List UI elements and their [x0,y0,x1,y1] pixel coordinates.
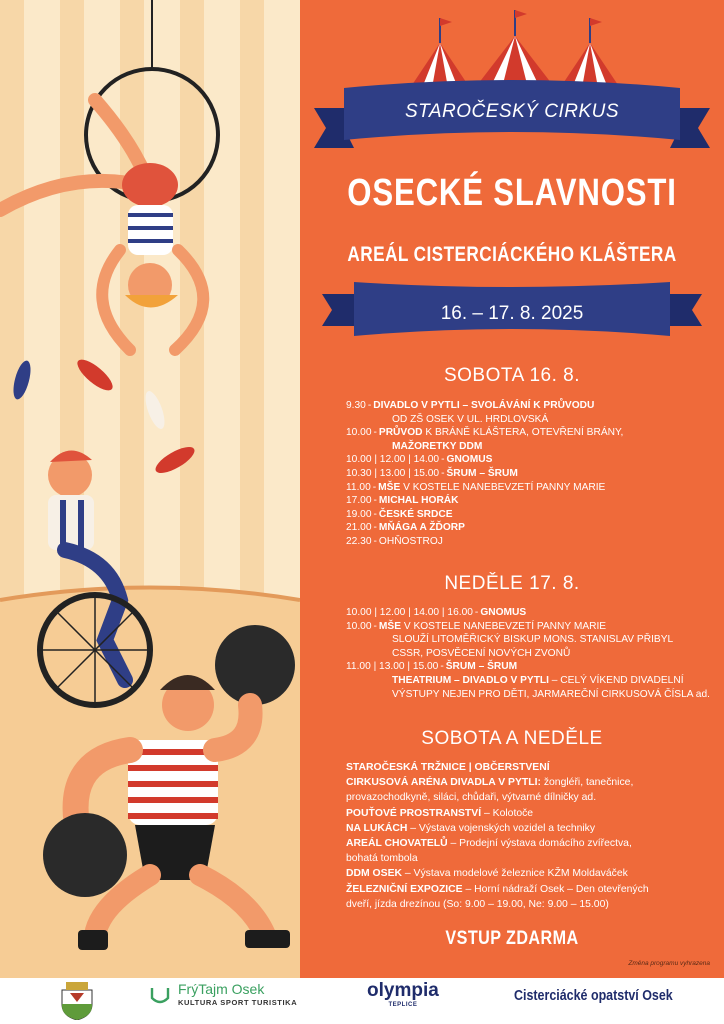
program-detail: VÝSTUPY NEJEN PRO DĚTI, JARMAREČNÍ CIRKUSOVÁ ČÍSLA ad. [392,688,710,700]
program-detail: OD ZŠ OSEK V UL. HRDLOVSKÁ [392,413,549,425]
event-venue: AREÁL CISTERCIÁCKÉHO KLÁŠTERA [347,243,677,266]
program-title: DIVADLO V PYTLI – SVOLÁVÁNÍ K PRŮVODU [373,400,595,411]
program-detail: – CELÝ VÍKEND DIVADELNÍ [548,674,684,686]
time-dash: - [372,481,377,493]
time-slot: 21.00 [346,522,372,534]
weekend-line [346,897,716,912]
time-slot: 10.00 | 12.00 | 14.00 | 16.00 [346,607,473,618]
program-title: MŇÁGA A ŽĎORP [378,522,465,534]
weekend-line [346,836,716,851]
saturday-row [346,440,706,454]
sunday-row [346,660,706,674]
frytajm-logo[interactable] [150,982,297,1010]
frytajm-name: FrýTajm Osek [178,981,265,997]
circus-illustration [0,0,300,978]
sunday-row [346,620,706,634]
saturday-row [346,481,706,495]
weekend-line [346,866,716,881]
program-title: MAŽORETKY DDM [392,440,483,452]
time-dash: - [441,467,445,479]
weekend-title: DDM OSEK [346,868,402,880]
program-title: MŠE [378,481,401,493]
weekend-line [346,760,716,775]
saturday-row [346,508,706,522]
event-dates: 16. – 17. 8. 2025 [440,303,584,324]
weekend-line [346,821,716,836]
weekend-detail: – Prodejní výstava domácího zvířectva, [447,838,632,850]
program-detail: SLOUŽÍ LITOMĚŘICKÝ BISKUP MONS. STANISLAV PŘIBYL [392,634,674,646]
program-title: PRŮVOD [378,427,423,439]
program-title: THEATRIUM – DIVADLO V PYTLI [392,674,549,686]
time-slot: 10.00 [346,620,372,632]
time-slot: 10.00 [346,427,372,439]
weekend-title: AREÁL CHOVATELŮ [346,838,448,850]
time-slot: 19.00 [346,508,372,520]
time-dash: - [373,427,377,439]
program-title: GNOMUS [480,607,527,618]
program-panel [300,0,724,978]
program-title: ŠRUM – ŠRUM [446,467,518,479]
sunday-row [346,688,710,702]
program-title: MICHAL HORÁK [378,495,459,507]
time-dash: - [373,495,377,507]
time-slot: 10.00 | 12.00 | 14.00 [346,454,440,466]
time-dash: - [373,535,377,547]
sponsor-footer [0,978,724,1024]
saturday-row [346,521,706,535]
time-slot: 11.00 | 13.00 | 15.00 [346,661,439,673]
event-title: OSECKÉ SLAVNOSTI [347,172,677,214]
saturday-row [346,399,706,413]
sunday-row [346,633,706,647]
saturday-row [346,453,706,467]
time-slot: 11.00 [346,481,371,493]
weekend-title: CIRKUSOVÁ ARÉNA DIVADLA V PYTLI: [346,777,541,789]
saturday-heading: SOBOTA 16. 8. [443,365,581,386]
weekend-line [346,882,716,897]
program-detail: V KOSTELE NANEBEVZETÍ PANNY MARIE [400,620,607,632]
saturday-schedule [346,399,706,549]
frytajm-check-icon [150,986,170,1006]
time-slot: 17.00 [346,495,372,507]
olympia-name: olympia [367,980,439,1001]
sunday-row [346,647,706,661]
frytajm-tagline: KULTURA SPORT TURISTIKA [178,998,298,1007]
program-title: MŠE [378,620,401,632]
weekend-title: NA LUKÁCH [346,822,408,834]
weekend-program [346,760,716,912]
time-dash: - [373,508,377,520]
saturday-row [346,413,706,427]
program-title: GNOMUS [446,454,493,466]
weekend-detail: – Kolotoče [481,807,534,819]
sunday-heading: NEDĚLE 17. 8. [444,573,580,594]
saturday-row [346,535,706,549]
weekend-line [346,851,716,866]
time-dash: - [441,454,445,466]
weekend-detail: – Výstava vojenských vozidel a techniky [407,822,596,834]
time-dash: - [440,661,444,673]
weekend-detail: – Výstava modelové železnice KŽM Moldaváček [402,868,628,880]
osek-coat-of-arms [60,980,94,1020]
program-change-note: Změna programu vyhrazena [628,960,710,967]
time-slot: 10.30 | 13.00 | 15.00 [346,467,440,479]
coat-of-arms-icon [60,980,94,1020]
cistercian-name: Cisterciácké opatství Osek [514,988,673,1004]
saturday-row [346,467,706,481]
program-detail: V KOSTELE NANEBEVZETÍ PANNY MARIE [400,481,606,493]
sunday-schedule [346,606,710,701]
time-dash: - [474,607,479,618]
program-detail: CSSR, POSVĚCENÍ NOVÝCH ZVONŮ [392,647,571,659]
sunday-row [346,606,706,620]
saturday-row [346,426,706,440]
weekend-heading: SOBOTA A NEDĚLE [421,728,603,749]
olympia-city: TEPLICE [388,1002,418,1008]
program-detail: K BRÁNĚ KLÁŠTERA, OTEVŘENÍ BRÁNY, [422,427,624,439]
weekend-line [346,806,716,821]
weekend-detail: žongléři, tanečnice, [540,777,634,789]
time-slot: 9.30 [346,400,366,411]
program-title: ŠRUM – ŠRUM [445,661,518,673]
weekend-title: STAROČESKÁ TRŽNICE | OBČERSTVENÍ [346,762,550,773]
program-title: ČESKÉ SRDCE [378,508,453,520]
weekend-detail: – Horní nádraží Osek – Den otevřených [462,883,649,895]
weekend-line [346,775,716,790]
olympia-logo[interactable] [367,980,439,1008]
time-dash: - [373,620,377,632]
weekend-detail: provazochodkyně, siláci, chůdaři, výtvarné dílničky ad. [346,792,597,804]
cistercian-abbey-logo[interactable] [514,988,699,1004]
time-dash: - [373,522,377,534]
weekend-title: ŽELEZNIČNÍ EXPOZICE [346,883,463,895]
free-entry: VSTUP ZDARMA [445,928,579,949]
program-detail: OHŇOSTROJ [378,535,443,547]
weekend-detail: dveří, jízda drezínou (So: 9.00 – 19.00, Ne: 9.00 – 15.00) [346,898,609,910]
sunday-row [346,674,706,688]
weekend-line [346,790,716,805]
time-slot: 22.30 [346,535,372,547]
saturday-row [346,494,706,508]
weekend-detail: bohatá tombola [346,853,418,865]
circus-name-banner-text: STAROČESKÝ CIRKUS [404,101,620,122]
weekend-title: POUŤOVÉ PROSTRANSTVÍ [346,807,482,819]
time-dash: - [367,400,372,411]
circus-tent-icon [410,8,620,88]
